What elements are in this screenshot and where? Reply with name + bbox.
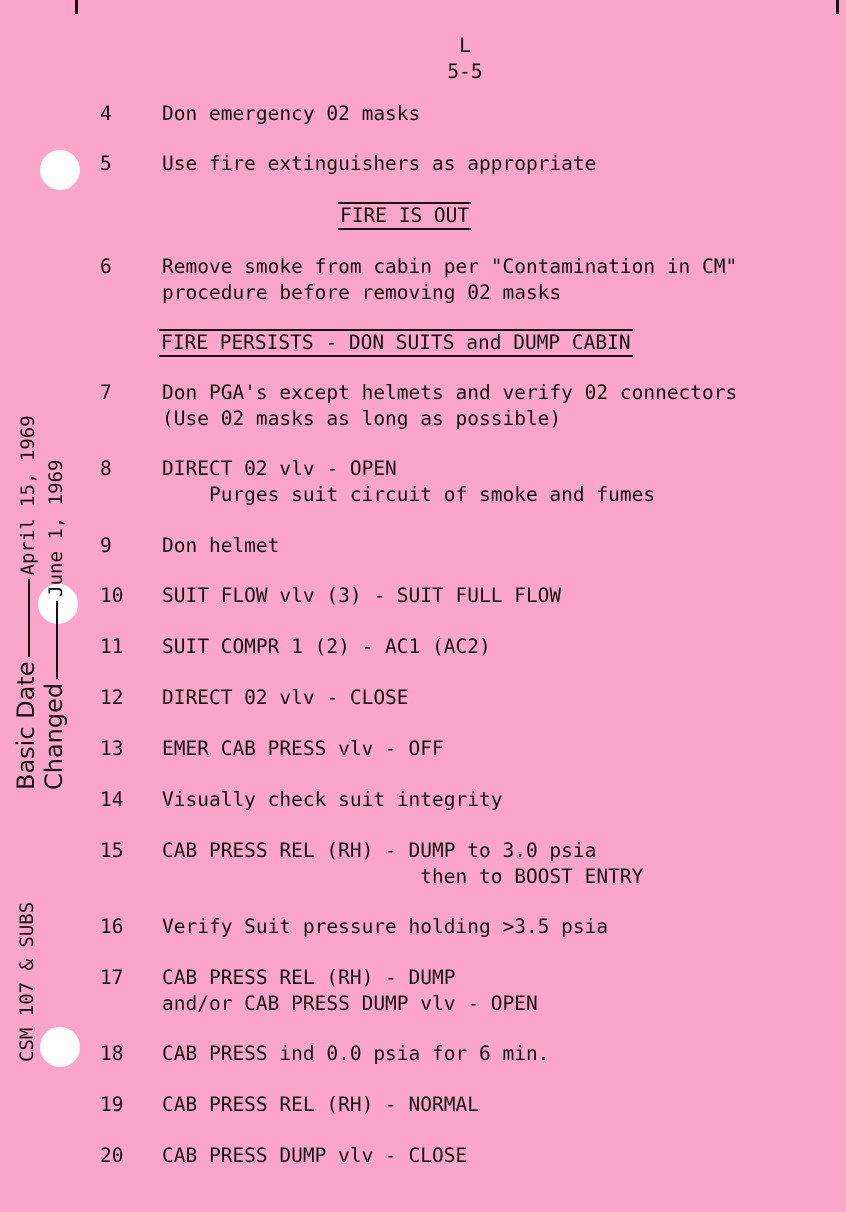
step-number: 19 <box>100 1093 124 1116</box>
banner-fire-persists: FIRE PERSISTS - DON SUITS and DUMP CABIN <box>159 329 633 357</box>
basic-date-value: April 15, 1969 <box>17 415 39 576</box>
punch-hole-top <box>40 150 80 190</box>
step-number: 7 <box>100 381 112 404</box>
step-text: EMER CAB PRESS vlv - OFF <box>162 737 444 760</box>
changed-date-rule <box>56 601 58 679</box>
step-text: SUIT COMPR 1 (2) - AC1 (AC2) <box>162 635 491 658</box>
step-number: 18 <box>100 1042 124 1065</box>
step-number: 12 <box>100 686 124 709</box>
binder-tick-left <box>75 0 78 14</box>
step-number: 5 <box>100 152 112 175</box>
basic-date-rule <box>28 579 30 657</box>
step-text: CAB PRESS ind 0.0 psia for 6 min. <box>162 1042 550 1065</box>
changed-label: Changed <box>40 682 68 790</box>
step-text: SUIT FLOW vlv (3) - SUIT FULL FLOW <box>162 584 562 607</box>
binder-tick-right <box>836 0 839 14</box>
step-number: 11 <box>100 635 124 658</box>
step-number: 10 <box>100 584 124 607</box>
step-text: Verify Suit pressure holding >3.5 psia <box>162 915 609 938</box>
spacecraft-applicability: CSM 107 & SUBS <box>16 901 38 1062</box>
step-text: CAB PRESS REL (RH) - NORMAL <box>162 1093 479 1116</box>
spacecraft-stamp <box>13 902 41 1062</box>
step-number: 6 <box>100 255 112 278</box>
basic-date-label: Basic Date <box>12 661 40 790</box>
step-text: CAB PRESS REL (RH) - DUMP and/or CAB PRESS DUMP vlv - OPEN <box>162 966 538 1015</box>
banner-fire-is-out: FIRE IS OUT <box>338 202 471 230</box>
page-number: 5-5 <box>447 60 483 83</box>
step-number: 9 <box>100 534 112 557</box>
step-text: DIRECT 02 vlv - OPEN Purges suit circuit of smoke and fumes <box>162 457 656 506</box>
step-number: 13 <box>100 737 124 760</box>
step-text: Don helmet <box>162 534 280 557</box>
step-text: Remove smoke from cabin per "Contamination in CM" procedure before removing 02 masks <box>162 255 738 304</box>
basic-date-stamp <box>12 415 42 790</box>
step-text: Don emergency 02 masks <box>162 102 421 125</box>
step-number: 4 <box>100 102 112 125</box>
step-number: 15 <box>100 839 124 862</box>
changed-date-stamp <box>40 460 70 790</box>
step-number: 14 <box>100 788 124 811</box>
step-text: CAB PRESS REL (RH) - DUMP to 3.0 psia then to BOOST ENTRY <box>162 839 644 888</box>
step-text: Visually check suit integrity <box>162 788 503 811</box>
step-text: CAB PRESS DUMP vlv - CLOSE <box>162 1144 468 1167</box>
step-text: DIRECT 02 vlv - CLOSE <box>162 686 409 709</box>
step-number: 20 <box>100 1144 124 1167</box>
section-letter: L <box>459 34 471 57</box>
step-number: 17 <box>100 966 124 989</box>
step-number: 8 <box>100 457 112 480</box>
punch-hole-bottom <box>40 1027 80 1067</box>
changed-date-value: June 1, 1969 <box>45 459 67 597</box>
step-text: Use fire extinguishers as appropriate <box>162 152 597 175</box>
step-number: 16 <box>100 915 124 938</box>
step-text: Don PGA's except helmets and verify 02 connectors (Use 02 masks as long as possible) <box>162 381 738 430</box>
